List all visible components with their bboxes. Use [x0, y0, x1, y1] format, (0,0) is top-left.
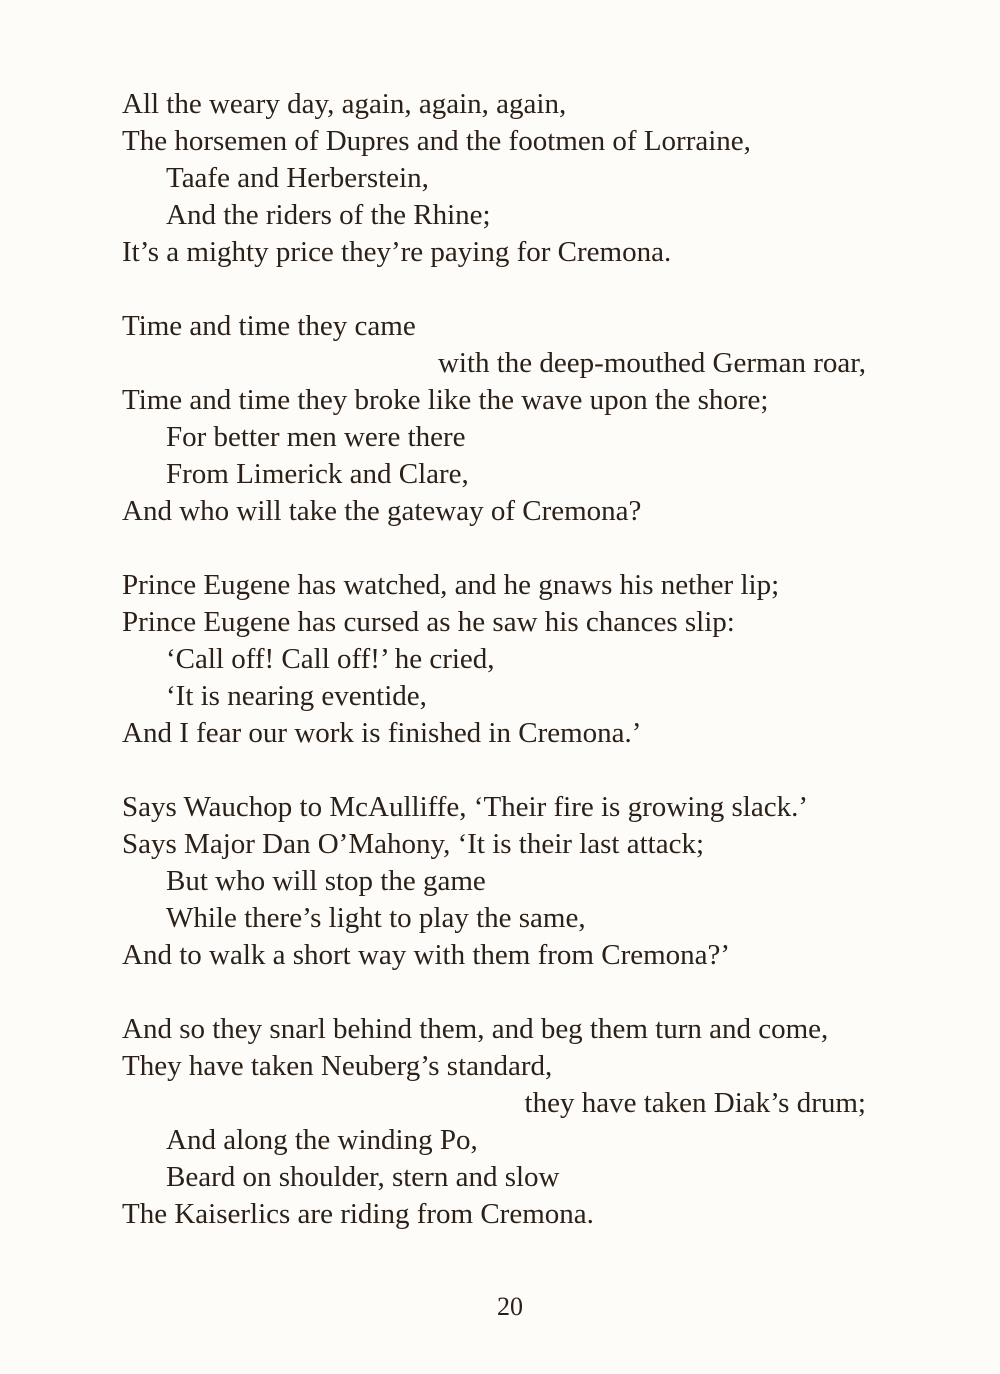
poem-line: Prince Eugene has watched, and he gnaws his nether lip; — [122, 569, 780, 601]
stanza-1 — [122, 86, 882, 271]
poem-line-indented: Beard on shoulder, stern and slow — [166, 1161, 560, 1193]
poem-line: Time and time they came — [122, 310, 416, 342]
poem-line: The horsemen of Dupres and the footmen of Lorraine, — [122, 125, 751, 157]
poem-line-indented: From Limerick and Clare, — [166, 458, 469, 490]
stanza-4 — [122, 789, 882, 974]
poem-line: Time and time they broke like the wave upon the shore; — [122, 384, 769, 416]
poem-line-indented: ‘Call off! Call off!’ he cried, — [166, 643, 495, 675]
poem-line: Prince Eugene has cursed as he saw his chances slip: — [122, 606, 735, 638]
poem-line-indented: But who will stop the game — [166, 865, 486, 897]
poem-line-indented: ‘It is nearing eventide, — [166, 680, 427, 712]
poem-line: And so they snarl behind them, and beg them turn and come, — [122, 1013, 829, 1045]
poem-line-dropped: they have taken Diak’s drum; — [524, 1087, 866, 1119]
poem-line-indented: For better men were there — [166, 421, 466, 453]
poem-line: The Kaiserlics are riding from Cremona. — [122, 1198, 594, 1230]
poem-line: It’s a mighty price they’re paying for Cremona. — [122, 236, 672, 268]
poem-line-dropped: with the deep-mouthed German roar, — [437, 347, 866, 379]
poem-line-indented: While there’s light to play the same, — [166, 902, 586, 934]
poem-line: They have taken Neuberg’s standard, — [122, 1050, 553, 1082]
poem-line-indented: And the riders of the Rhine; — [166, 199, 491, 231]
page-number: 20 — [497, 1292, 523, 1321]
poem-line-indented: And along the winding Po, — [166, 1124, 478, 1156]
poem — [122, 86, 882, 1270]
poem-line: And to walk a short way with them from Cremona?’ — [122, 939, 731, 971]
poem-line-indented: Taafe and Herberstein, — [166, 162, 429, 194]
stanza-3 — [122, 567, 882, 752]
stanza-5 — [122, 1011, 882, 1233]
poem-line: And who will take the gateway of Cremona? — [122, 495, 642, 527]
poem-line: All the weary day, again, again, again, — [122, 88, 567, 120]
stanza-2 — [122, 308, 882, 530]
poem-line: And I fear our work is finished in Cremona.’ — [122, 717, 642, 749]
poem-line: Says Major Dan O’Mahony, ‘It is their last attack; — [122, 828, 705, 860]
poem-line: Says Wauchop to McAulliffe, ‘Their fire is growing slack.’ — [122, 791, 808, 823]
